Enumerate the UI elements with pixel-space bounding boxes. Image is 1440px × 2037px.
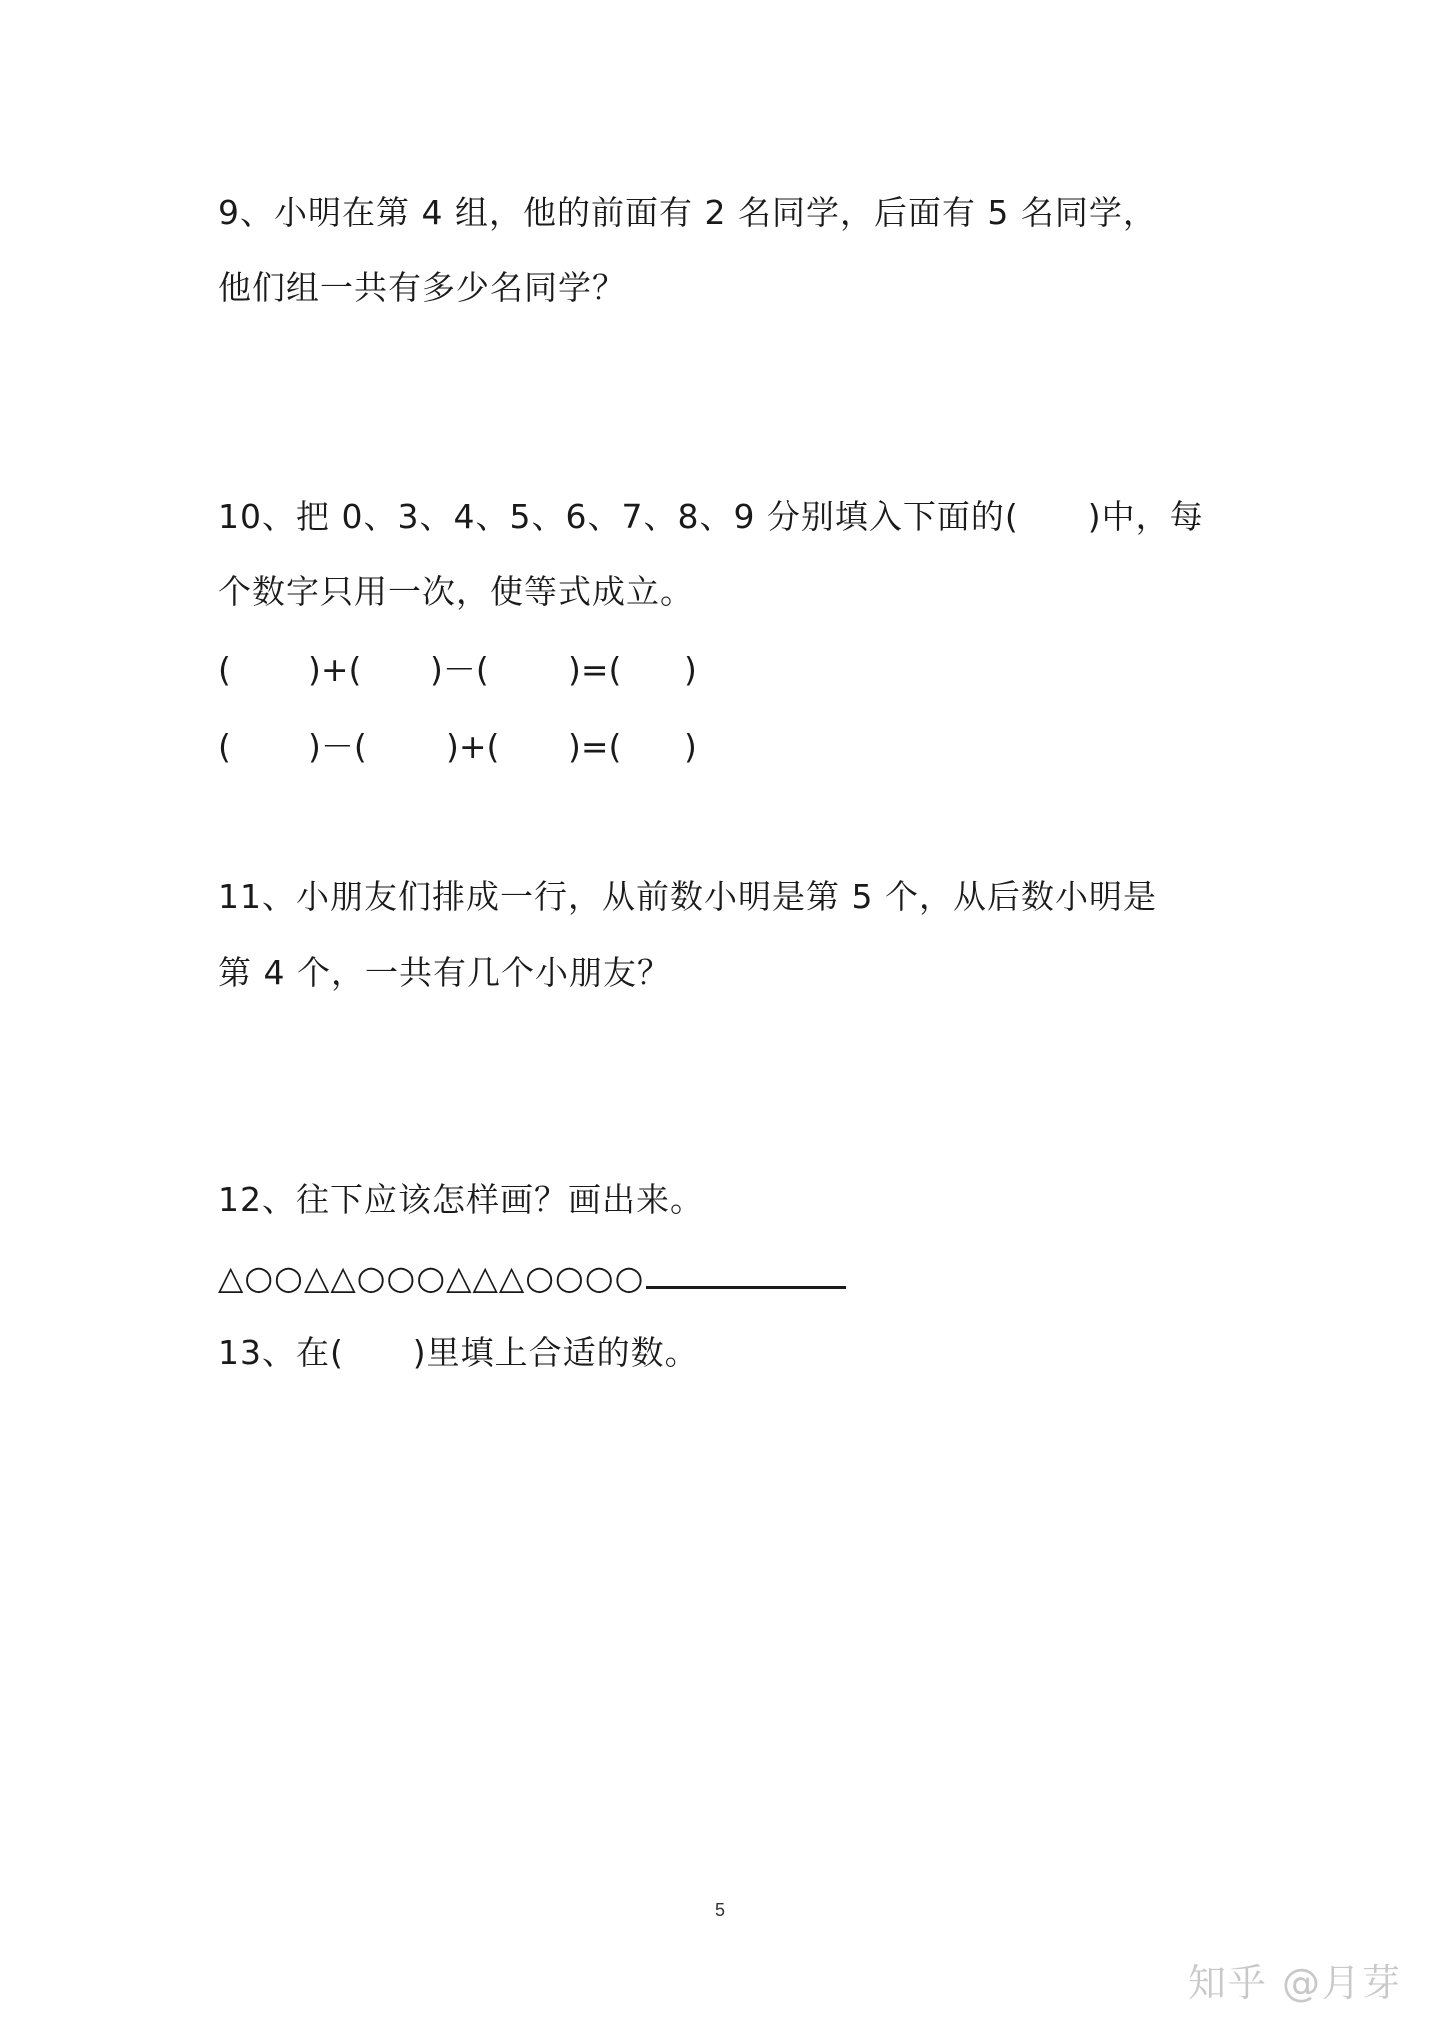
equation-1-part: )=(	[568, 650, 622, 689]
page-number: 5	[714, 1900, 725, 1920]
answer-blank-line[interactable]	[646, 1256, 846, 1289]
equation-1-part: )－(	[430, 650, 489, 689]
equation-2-part: )+(	[446, 727, 500, 766]
equation-1-part: (	[218, 650, 231, 689]
equation-2-part: (	[218, 727, 231, 766]
shape-pattern-row	[218, 1256, 846, 1298]
equation-1-part: )	[684, 650, 697, 689]
equation-2	[218, 727, 697, 767]
question-10-line-1: 10、把 0、3、4、5、6、7、8、9 分别填入下面的( )中，每	[218, 497, 1204, 536]
question-11-line-2: 第 4 个，一共有几个小朋友？	[218, 953, 671, 992]
question-9-line-1: 9、小明在第 4 组，他的前面有 2 名同学，后面有 5 名同学，	[218, 193, 1157, 232]
equation-2-part: )	[684, 727, 697, 766]
equation-1	[218, 650, 697, 690]
question-11-line-1: 11、小朋友们排成一行，从前数小明是第 5 个，从后数小明是	[218, 877, 1157, 916]
question-12-line-1: 12、往下应该怎样画？画出来。	[218, 1180, 704, 1219]
question-13-line-1: 13、在( )里填上合适的数。	[218, 1333, 699, 1372]
equation-2-part: )=(	[568, 727, 622, 766]
watermark: 知乎 @月芽	[1187, 1961, 1402, 2005]
question-9-line-2: 他们组一共有多少名同学？	[218, 268, 626, 307]
equation-1-part: )+(	[308, 650, 362, 689]
question-10-line-2: 个数字只用一次，使等式成立。	[218, 572, 694, 611]
shape-pattern: △○○△△○○○△△△○○○○	[218, 1258, 645, 1297]
equation-2-part: )－(	[308, 727, 367, 766]
